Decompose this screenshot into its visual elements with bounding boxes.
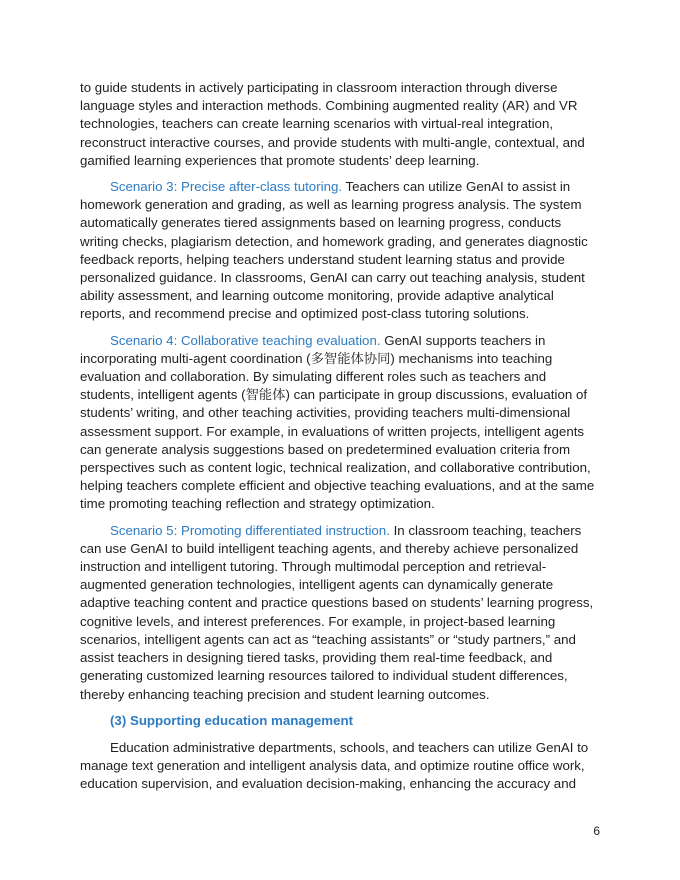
paragraph-body: GenAI supports teachers in incorporating multi-agent coordination (多智能体协同) mechanisms into teaching evaluation and collaboration. By simulating different roles such as teachers and students, intelligent agents (智能体) can participate in group discussions, evaluation of students’ writing, and other teaching activities, providing teachers multi-dimensional assessment support. For example, in evaluations of written projects, intelligent agents can generate analysis suggestions based on predetermined evaluation criteria from perspectives such as content logic, technical realization, and collaborative contribution, helping teachers complete efficient and objective teaching evaluations, and at the same time promoting teaching reflection and strategy optimization. <box>80 332 595 512</box>
paragraph-scenario-5 <box>80 522 602 704</box>
scenario-5-title: Scenario 5: Promoting differentiated instruction. <box>110 522 390 538</box>
scenario-3-title: Scenario 3: Precise after-class tutoring. <box>110 179 343 195</box>
page-number: 6 <box>593 824 600 838</box>
paragraph-continuation <box>80 79 602 170</box>
paragraph-scenario-3 <box>80 178 602 324</box>
paragraph-education-management <box>80 739 602 794</box>
document-page <box>80 79 602 802</box>
paragraph-body: Teachers can utilize GenAI to assist in homework generation and grading, as well as learning progress analysis. The system automatically generates tiered assignments based on learning progress, conducts writing checks, plagiarism detection, and homework grading, and generates diagnostic feedback reports, helping teachers understand student learning status and provide personalized guidance. In classrooms, GenAI can carry out teaching analysis, student ability assessment, and learning outcome monitoring, provide adaptive analytical reports, and recommend precise and optimized post-class tutoring solutions. <box>80 179 588 322</box>
scenario-4-title: Scenario 4: Collaborative teaching evaluation. <box>110 332 381 348</box>
paragraph-scenario-4 <box>80 332 602 514</box>
paragraph-body: Education administrative departments, schools, and teachers can utilize GenAI to manage text generation and intelligent analysis data, and optimize routine office work, education supervision, and evaluation decision-making, enhancing the accuracy and <box>80 739 589 792</box>
paragraph-body: to guide students in actively participating in classroom interaction through diverse language styles and interaction methods. Combining augmented reality (AR) and VR technologies, teachers can create learning scenarios with virtual-real integration, reconstruct interactive courses, and provide students with multi-angle, contextual, and gamified learning experiences that promote students’ deep learning. <box>80 80 585 168</box>
paragraph-body: In classroom teaching, teachers can use GenAI to build intelligent teaching agents, and thereby achieve personalized instruction and intelligent tutoring. Through multimodal perception and retrieval-augmented generation technologies, intelligent agents can dynamically generate adaptive teaching content and practice questions based on students’ learning progress, cognitive levels, and interest preferences. For example, in project-based learning scenarios, intelligent agents can act as “teaching assistants” or “study partners,” and assist teachers in designing tiered tasks, providing them real-time feedback, and generating customized learning resources tailored to individual student differences, thereby enhancing teaching precision and student learning outcomes. <box>80 522 594 702</box>
section-heading: (3) Supporting education management <box>110 712 354 728</box>
